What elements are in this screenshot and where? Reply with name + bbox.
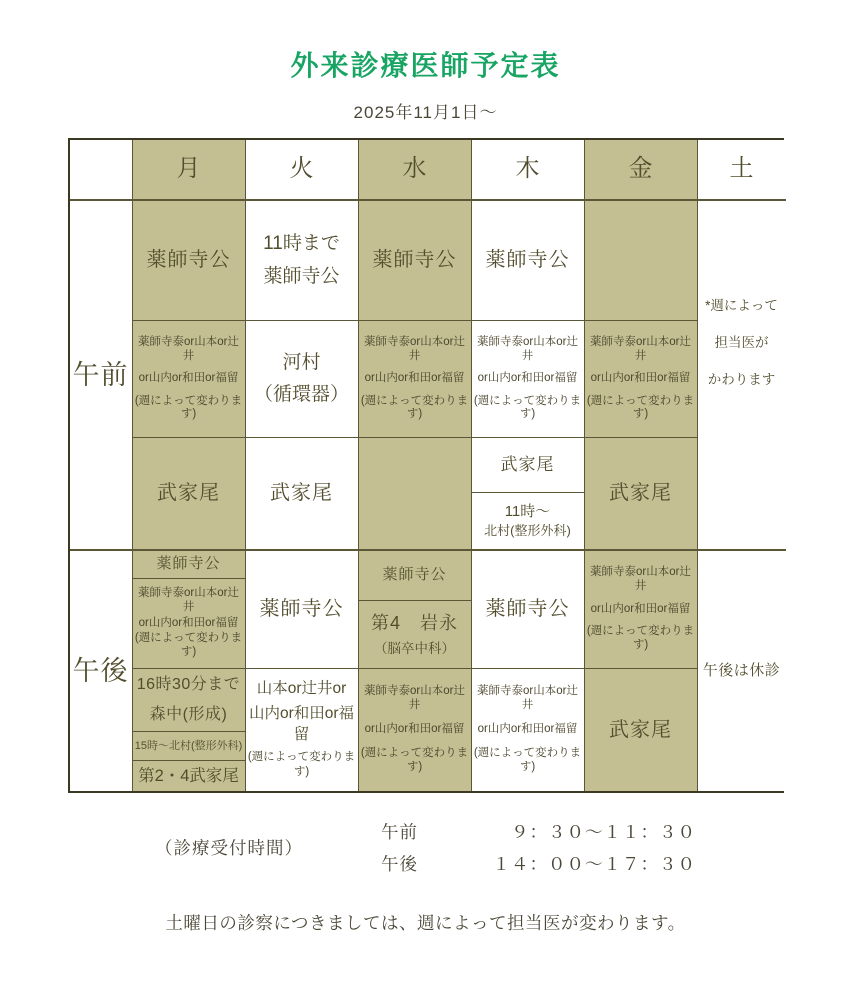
row-label-morning: 午前 <box>70 201 133 551</box>
cell-line: 11時～ <box>504 503 551 521</box>
cell-line: 森中(形成) <box>149 706 228 723</box>
hours-am-label: 午前 <box>381 822 418 842</box>
cell-wed-pm-doctor: 薬師寺公 <box>359 551 472 601</box>
cell-fri-am-rotation <box>585 321 698 438</box>
cell-line: 16時30分まで <box>136 676 241 694</box>
hours-pm-time: １４：００～１７：３０ <box>492 854 696 874</box>
rotation-line: 薬師寺泰or山本or辻井 <box>364 335 465 362</box>
note-line: *週によって <box>705 298 778 313</box>
rotation-line: 薬師寺泰or山本or辻井 <box>138 335 239 362</box>
rotation-line: (週によって変わります) <box>134 632 243 659</box>
rotation-line: or山内or和田or福留 <box>590 602 691 615</box>
rotation-line: or山内or和田or福留 <box>590 372 691 385</box>
hours-line-am <box>381 819 696 844</box>
rotation-line: (週によって変わります) <box>586 394 695 421</box>
cell-mon-am-doctor: 薬師寺公 <box>133 201 246 321</box>
cell-line: 11時まで <box>263 233 340 255</box>
rotation-line: 薬師寺泰or山本or辻井 <box>138 587 239 613</box>
cell-line: （循環器） <box>253 384 349 405</box>
cell-tue-am-slot2 <box>246 321 359 438</box>
cell-wed-am-doctor: 薬師寺公 <box>359 201 472 321</box>
cell-line: （脳卒中科） <box>374 640 455 656</box>
cell-thu-am-doctor: 薬師寺公 <box>472 201 585 321</box>
hours-block <box>381 819 696 876</box>
cell-thu-am-late: 武家尾 <box>472 438 585 493</box>
cell-sat-am-note <box>698 201 786 551</box>
cell-line: 第4 岩永 <box>370 613 458 634</box>
header-friday: 金 <box>585 140 698 201</box>
cell-fri-am-late: 武家尾 <box>585 438 698 551</box>
header-tuesday: 火 <box>246 140 359 201</box>
cell-thu-pm-rotation <box>472 669 585 791</box>
cell-mon-pm-slot5: 第2・4武家尾 <box>133 761 246 791</box>
header-saturday: 土 <box>698 140 786 201</box>
header-wednesday: 水 <box>359 140 472 201</box>
cell-line: 河村 <box>282 351 321 373</box>
rotation-line: 山内or和田or福留 <box>248 705 355 743</box>
note-line: 担当医が <box>714 335 769 351</box>
rotation-line: 山本or辻井or <box>256 680 347 698</box>
corner-cell <box>70 140 133 201</box>
cell-wed-am-rotation <box>359 321 472 438</box>
reception-hours <box>0 819 851 876</box>
rotation-line: or山内or和田or福留 <box>138 372 239 385</box>
cell-wed-am-late-empty <box>359 438 472 551</box>
saturday-note: 土曜日の診察につきましては、週によって担当医が変わります。 <box>165 913 686 933</box>
cell-fri-pm-late: 武家尾 <box>585 669 698 791</box>
page-title: 外来診療医師予定表 <box>290 50 561 81</box>
cell-wed-pm-rotation <box>359 669 472 791</box>
rotation-line: (週によって変わります) <box>586 625 695 652</box>
cell-tue-am-doctor <box>246 201 359 321</box>
cell-sat-pm-note: 午後は休診 <box>698 551 786 791</box>
effective-date: 2025年11月1日～ <box>353 103 498 122</box>
cell-mon-am-late: 武家尾 <box>133 438 246 551</box>
cell-thu-am-late2 <box>472 493 585 551</box>
rotation-line: or山内or和田or福留 <box>477 723 578 736</box>
schedule-table <box>68 138 784 793</box>
rotation-line: (週によって変わります) <box>360 394 469 421</box>
cell-fri-am-empty <box>585 201 698 321</box>
rotation-line: (週によって変わります) <box>473 394 582 421</box>
header-monday: 月 <box>133 140 246 201</box>
rotation-line: 薬師寺泰or山本or辻井 <box>477 685 578 712</box>
note-line: かわります <box>707 372 776 388</box>
cell-tue-pm-rotation <box>246 669 359 791</box>
rotation-line: or山内or和田or福留 <box>364 723 465 736</box>
cell-mon-pm-doctor: 薬師寺公 <box>133 551 246 579</box>
cell-mon-pm-rotation <box>133 579 246 669</box>
hours-line-pm <box>381 851 696 876</box>
rotation-line: (週によって変わります) <box>360 747 469 773</box>
reception-hours-label: （診療受付時間） <box>155 838 303 858</box>
row-label-afternoon: 午後 <box>70 551 133 791</box>
rotation-line: (週によって変わります) <box>473 747 582 773</box>
rotation-line: (週によって変わります) <box>247 750 356 779</box>
rotation-line: or山内or和田or福留 <box>477 372 578 385</box>
rotation-line: 薬師寺泰or山本or辻井 <box>477 335 578 362</box>
cell-thu-pm-doctor: 薬師寺公 <box>472 551 585 669</box>
hours-am-time: ９：３０～１１：３０ <box>511 822 696 842</box>
rotation-line: or山内or和田or福留 <box>364 372 465 385</box>
rotation-line: 薬師寺泰or山本or辻井 <box>590 335 691 362</box>
cell-mon-pm-slot3 <box>133 669 246 732</box>
cell-thu-am-rotation <box>472 321 585 438</box>
rotation-line: or山内or和田or福留 <box>138 616 239 629</box>
cell-tue-am-late: 武家尾 <box>246 438 359 551</box>
cell-line: 北村(整形外科) <box>484 523 571 539</box>
cell-mon-pm-slot4: 15時～北村(整形外科) <box>133 732 246 761</box>
cell-tue-pm-doctor: 薬師寺公 <box>246 551 359 669</box>
cell-fri-pm-rotation <box>585 551 698 669</box>
cell-line: 薬師寺公 <box>263 265 340 287</box>
rotation-line: 薬師寺泰or山本or辻井 <box>590 566 691 592</box>
rotation-line: (週によって変わります) <box>134 394 243 421</box>
header-thursday: 木 <box>472 140 585 201</box>
cell-mon-am-rotation <box>133 321 246 438</box>
hours-pm-label: 午後 <box>381 854 418 874</box>
rotation-line: 薬師寺泰or山本or辻井 <box>364 685 465 712</box>
cell-wed-pm-slot2 <box>359 601 472 669</box>
